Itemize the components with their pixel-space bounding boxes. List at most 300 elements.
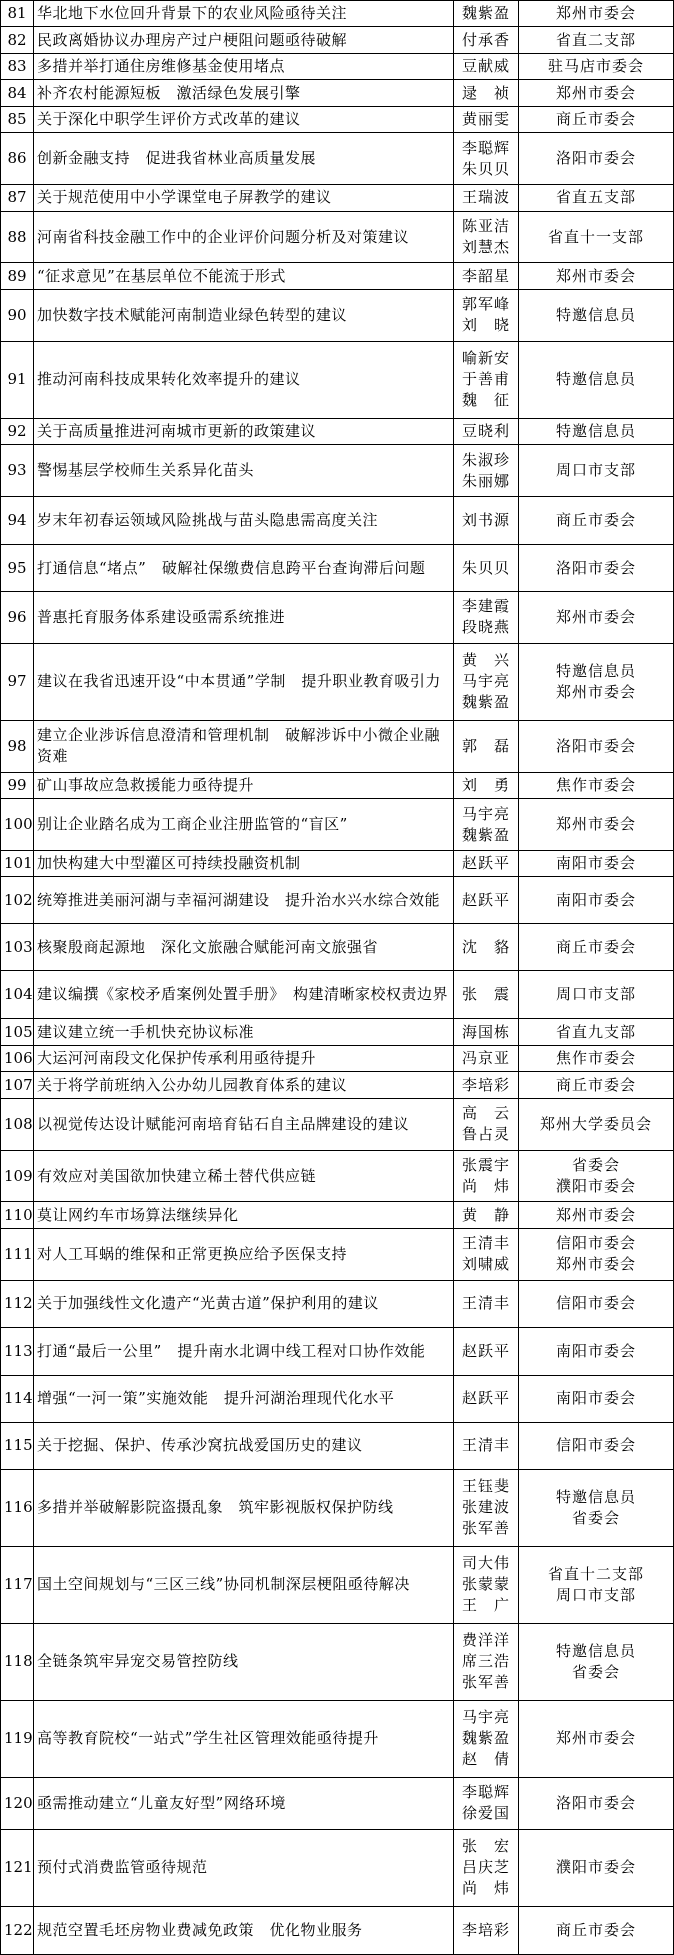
author-name: 赵 倩 [461,1750,510,1769]
unit-name: 洛阳市委会 [555,558,636,577]
item-authors [454,1098,519,1150]
author-name: 王钰斐 [461,1477,510,1496]
unit-name: 濮阳市委会 [555,1858,636,1877]
item-title: 规范空置毛坯房物业费减免政策 优化物业服务 [34,1906,454,1954]
unit-name: 周口市支部 [555,1585,636,1604]
item-title: 大运河河南段文化保护传承利用亟待提升 [34,1045,454,1071]
unit-name: 省直十二支部 [547,1564,644,1583]
item-unit [519,643,674,720]
item-authors [454,643,519,720]
row-number: 86 [1,133,34,185]
author-name: 王 广 [461,1596,510,1615]
item-authors [454,445,519,497]
item-title: 多措并举打通住房维修基金使用堵点 [34,53,454,79]
unit-name: 省委会 [571,1156,620,1175]
author-name: 魏 征 [461,391,510,410]
author-name: 黄丽雯 [461,110,510,129]
row-number: 90 [1,289,34,341]
item-title: 建议在我省迅速开设“中本贯通”学制 提升职业教育吸引力 [34,643,454,720]
author-name: 赵跃平 [461,1389,510,1408]
unit-name: 特邀信息员 [555,661,636,680]
item-authors [454,418,519,444]
unit-name: 特邀信息员 [555,370,636,389]
table-row [1,1906,674,1954]
table-row [1,1375,674,1422]
unit-name: 省直二支部 [555,30,636,49]
item-authors [454,1280,519,1327]
unit-name: 特邀信息员 [555,305,636,324]
author-name: 吕庆芝 [461,1858,510,1877]
item-title: 全链条筑牢异宠交易管控防线 [34,1623,454,1700]
author-name: 赵跃平 [461,890,510,909]
item-authors [454,263,519,289]
item-unit [519,341,674,418]
row-number: 119 [1,1700,34,1777]
row-number: 85 [1,106,34,132]
author-name: 豆献威 [461,57,510,76]
item-unit [519,1700,674,1777]
table-row [1,1,674,27]
unit-name: 周口市支部 [555,985,636,1004]
author-name: 席三浩 [461,1652,510,1671]
item-unit [519,1228,674,1280]
unit-name: 特邀信息员 [555,1487,636,1506]
item-unit [519,924,674,971]
unit-name: 焦作市委会 [555,1049,636,1068]
item-title: 预付式消费监管亟待规范 [34,1829,454,1906]
author-name: 张军善 [461,1673,510,1692]
item-authors [454,592,519,644]
table-row [1,133,674,185]
item-unit [519,592,674,644]
table-row [1,27,674,53]
author-name: 朱贝贝 [461,159,510,178]
unit-name: 商丘市委会 [555,1920,636,1939]
item-unit [519,1019,674,1045]
row-number: 99 [1,772,34,798]
item-title: 警惕基层学校师生关系异化苗头 [34,445,454,497]
item-title: 亟需推动建立“儿童友好型”网络环境 [34,1777,454,1829]
row-number: 117 [1,1546,34,1623]
author-name: 赵跃平 [461,1341,510,1360]
table-row [1,772,674,798]
row-number: 104 [1,971,34,1019]
item-title: 河南省科技金融工作中的企业评价问题分析及对策建议 [34,211,454,263]
item-title: 创新金融支持 促进我省林业高质量发展 [34,133,454,185]
row-number: 94 [1,496,34,544]
row-number: 92 [1,418,34,444]
author-name: 逯 祯 [461,83,510,102]
unit-name: 南阳市委会 [555,1389,636,1408]
author-name: 徐爱国 [461,1804,510,1823]
unit-name: 郑州市委会 [555,4,636,23]
item-unit [519,1072,674,1098]
item-authors [454,1019,519,1045]
unit-name: 特邀信息员 [555,421,636,440]
table-row [1,1019,674,1045]
table-row [1,53,674,79]
item-authors [454,185,519,211]
author-name: 段晓燕 [461,618,510,637]
table-row [1,289,674,341]
item-title: “征求意见”在基层单位不能流于形式 [34,263,454,289]
item-unit [519,1327,674,1375]
table-row [1,1623,674,1700]
unit-name: 濮阳市委会 [555,1177,636,1196]
table-row [1,1098,674,1150]
table-row [1,1150,674,1202]
item-title: 高等教育院校“一站式”学生社区管理效能亟待提升 [34,1700,454,1777]
row-number: 96 [1,592,34,644]
author-name: 李培彩 [461,1920,510,1939]
item-authors [454,1150,519,1202]
item-authors [454,799,519,851]
item-title: 关于规范使用中小学课堂电子屏教学的建议 [34,185,454,211]
unit-name: 郑州市委会 [555,607,636,626]
item-title: 加快数字技术赋能河南制造业绿色转型的建议 [34,289,454,341]
table-row [1,850,674,876]
author-name: 黄 静 [461,1205,510,1224]
author-name: 马宇亮 [461,1708,510,1727]
author-name: 黄 兴 [461,651,510,670]
item-authors [454,106,519,132]
unit-name: 郑州市委会 [555,682,636,701]
item-authors [454,1202,519,1228]
author-name: 张 震 [461,985,510,1004]
table-row [1,80,674,106]
table-row [1,1546,674,1623]
author-name: 朱淑珍 [461,450,510,469]
author-name: 刘慧杰 [461,238,510,257]
table-row [1,799,674,851]
item-title: 统筹推进美丽河湖与幸福河湖建设 提升治水兴水综合效能 [34,877,454,924]
item-authors [454,27,519,53]
table-row [1,496,674,544]
item-title: 关于加强线性文化遗产“光黄古道”保护利用的建议 [34,1280,454,1327]
author-name: 李聪辉 [461,138,510,157]
item-unit [519,263,674,289]
unit-name: 周口市支部 [555,461,636,480]
author-name: 李聪辉 [461,1783,510,1802]
item-title: 多措并举破解影院盗摄乱象 筑牢影视版权保护防线 [34,1469,454,1546]
item-authors [454,877,519,924]
unit-name: 郑州市委会 [555,83,636,102]
item-title: 增强“一河一策”实施效能 提升河湖治理现代化水平 [34,1375,454,1422]
item-unit [519,1623,674,1700]
author-name: 司大伟 [461,1554,510,1573]
unit-name: 南阳市委会 [555,854,636,873]
item-authors [454,133,519,185]
row-number: 108 [1,1098,34,1150]
author-name: 魏紫盈 [461,693,510,712]
unit-name: 郑州市委会 [555,815,636,834]
table-row [1,106,674,132]
item-authors [454,720,519,772]
item-authors [454,1072,519,1098]
author-name: 张建波 [461,1498,510,1517]
item-authors [454,1,519,27]
row-number: 107 [1,1072,34,1098]
row-number: 115 [1,1422,34,1469]
table-row [1,720,674,772]
row-number: 102 [1,877,34,924]
table-row [1,418,674,444]
item-authors [454,1623,519,1700]
unit-name: 信阳市委会 [555,1234,636,1253]
table-row [1,341,674,418]
author-name: 费洋洋 [461,1631,510,1650]
row-number: 113 [1,1327,34,1375]
table-row [1,1202,674,1228]
author-name: 豆晓利 [461,421,510,440]
item-authors [454,80,519,106]
item-title: 华北地下水位回升背景下的农业风险亟待关注 [34,1,454,27]
item-unit [519,877,674,924]
item-unit [519,418,674,444]
author-name: 刘啸威 [461,1255,510,1274]
row-number: 91 [1,341,34,418]
author-name: 冯京亚 [461,1049,510,1068]
author-name: 郭 磊 [461,736,510,755]
unit-name: 省直九支部 [555,1022,636,1041]
table-row [1,1228,674,1280]
item-title: 矿山事故应急救援能力亟待提升 [34,772,454,798]
item-authors [454,1045,519,1071]
author-name: 喻新安 [461,349,510,368]
unit-name: 商丘市委会 [555,110,636,129]
table-row [1,185,674,211]
unit-name: 商丘市委会 [555,1075,636,1094]
author-name: 尚 炜 [461,1879,510,1898]
item-authors [454,1906,519,1954]
unit-name: 省委会 [571,1508,620,1527]
table-row [1,263,674,289]
table-row [1,1327,674,1375]
row-number: 114 [1,1375,34,1422]
author-name: 魏紫盈 [461,825,510,844]
item-title: 岁末年初春运领域风险挑战与苗头隐患需高度关注 [34,496,454,544]
item-unit [519,211,674,263]
item-unit [519,1906,674,1954]
row-number: 101 [1,850,34,876]
table-row [1,924,674,971]
unit-name: 洛阳市委会 [555,149,636,168]
table-row [1,1829,674,1906]
author-name: 魏紫盈 [461,1729,510,1748]
row-number: 122 [1,1906,34,1954]
unit-name: 郑州市委会 [555,266,636,285]
item-title: 关于挖掘、保护、传承沙窝抗战爱国历史的建议 [34,1422,454,1469]
author-name: 李韶星 [461,266,510,285]
row-number: 93 [1,445,34,497]
item-title: 建议建立统一手机快充协议标准 [34,1019,454,1045]
item-unit [519,106,674,132]
row-number: 121 [1,1829,34,1906]
table-body [1,1,674,1955]
row-number: 84 [1,80,34,106]
item-title: 普惠托育服务体系建设亟需系统推进 [34,592,454,644]
item-unit [519,1829,674,1906]
item-unit [519,772,674,798]
item-unit [519,185,674,211]
row-number: 81 [1,1,34,27]
item-authors [454,850,519,876]
row-number: 97 [1,643,34,720]
row-number: 118 [1,1623,34,1700]
item-title: 建议编撰《家校矛盾案例处置手册》 构建清晰家校权责边界 [34,971,454,1019]
author-name: 郭军峰 [461,295,510,314]
item-authors [454,289,519,341]
unit-name: 特邀信息员 [555,1641,636,1660]
table-row [1,877,674,924]
item-unit [519,1469,674,1546]
row-number: 120 [1,1777,34,1829]
item-unit [519,1098,674,1150]
unit-name: 焦作市委会 [555,775,636,794]
item-unit [519,1202,674,1228]
item-authors [454,924,519,971]
row-number: 83 [1,53,34,79]
author-name: 张蒙蒙 [461,1575,510,1594]
author-name: 海国栋 [461,1022,510,1041]
unit-name: 省直五支部 [555,188,636,207]
author-name: 付承香 [461,30,510,49]
row-number: 87 [1,185,34,211]
row-number: 105 [1,1019,34,1045]
item-unit [519,1045,674,1071]
row-number: 98 [1,720,34,772]
table-row [1,1280,674,1327]
item-authors [454,1546,519,1623]
table-row [1,971,674,1019]
author-name: 李建霞 [461,597,510,616]
item-unit [519,27,674,53]
item-unit [519,445,674,497]
item-unit [519,53,674,79]
table-row [1,1777,674,1829]
item-unit [519,1375,674,1422]
item-title: 补齐农村能源短板 激活绿色发展引擎 [34,80,454,106]
unit-name: 洛阳市委会 [555,736,636,755]
row-number: 103 [1,924,34,971]
author-name: 张 宏 [461,1837,510,1856]
unit-name: 商丘市委会 [555,937,636,956]
row-number: 110 [1,1202,34,1228]
author-name: 刘 晓 [461,316,510,335]
unit-name: 南阳市委会 [555,890,636,909]
item-authors [454,341,519,418]
item-title: 加快构建大中型灌区可持续投融资机制 [34,850,454,876]
item-unit [519,850,674,876]
row-number: 112 [1,1280,34,1327]
unit-name: 信阳市委会 [555,1436,636,1455]
author-name: 王瑞波 [461,188,510,207]
item-title: 莫让网约车市场算法继续异化 [34,1202,454,1228]
item-title: 有效应对美国欲加快建立稀土替代供应链 [34,1150,454,1202]
unit-name: 洛阳市委会 [555,1793,636,1812]
item-authors [454,1375,519,1422]
table-row [1,445,674,497]
author-name: 沈 貉 [461,937,510,956]
item-unit [519,545,674,592]
author-name: 马宇亮 [461,804,510,823]
item-authors [454,971,519,1019]
table-row [1,1469,674,1546]
table-row [1,643,674,720]
author-name: 李培彩 [461,1075,510,1094]
unit-name: 郑州大学委员会 [539,1114,652,1133]
unit-name: 郑州市委会 [555,1729,636,1748]
item-authors [454,1422,519,1469]
row-number: 100 [1,799,34,851]
item-title: 国土空间规划与“三区三线”协同机制深层梗阻亟待解决 [34,1546,454,1623]
row-number: 95 [1,545,34,592]
unit-name: 信阳市委会 [555,1294,636,1313]
item-unit [519,1,674,27]
item-title: 推动河南科技成果转化效率提升的建议 [34,341,454,418]
author-name: 陈亚洁 [461,217,510,236]
author-name: 于善甫 [461,370,510,389]
item-title: 关于深化中职学生评价方式改革的建议 [34,106,454,132]
item-title: 关于高质量推进河南城市更新的政策建议 [34,418,454,444]
item-authors [454,496,519,544]
author-name: 朱丽娜 [461,471,510,490]
item-unit [519,80,674,106]
author-name: 张军善 [461,1519,510,1538]
item-title: 以视觉传达设计赋能河南培育钻石自主品牌建设的建议 [34,1098,454,1150]
unit-name: 商丘市委会 [555,511,636,530]
row-number: 109 [1,1150,34,1202]
unit-name: 南阳市委会 [555,1341,636,1360]
author-name: 王清丰 [461,1294,510,1313]
item-title: 关于将学前班纳入公办幼儿园教育体系的建议 [34,1072,454,1098]
item-title: 对人工耳蜗的维保和正常更换应给予医保支持 [34,1228,454,1280]
item-title: 别让企业踏名成为工商企业注册监管的“盲区” [34,799,454,851]
row-number: 89 [1,263,34,289]
table-row [1,1072,674,1098]
item-unit [519,1777,674,1829]
item-title: 建立企业涉诉信息澄清和管理机制 破解涉诉中小微企业融资难 [34,720,454,772]
author-name: 张震宇 [461,1156,510,1175]
item-unit [519,1280,674,1327]
author-name: 刘书源 [461,511,510,530]
item-authors [454,1700,519,1777]
author-name: 王清丰 [461,1234,510,1253]
author-name: 刘 勇 [461,775,510,794]
item-authors [454,1829,519,1906]
author-name: 赵跃平 [461,854,510,873]
item-title: 核聚殷商起源地 深化文旅融合赋能河南文旅强省 [34,924,454,971]
item-authors [454,1228,519,1280]
item-authors [454,545,519,592]
author-name: 魏紫盈 [461,4,510,23]
item-authors [454,53,519,79]
item-unit [519,1422,674,1469]
item-authors [454,772,519,798]
item-unit [519,133,674,185]
table-row [1,1700,674,1777]
table-row [1,545,674,592]
item-authors [454,1469,519,1546]
item-unit [519,1150,674,1202]
author-name: 王清丰 [461,1436,510,1455]
unit-name: 驻马店市委会 [547,57,644,76]
author-name: 朱贝贝 [461,558,510,577]
item-title: 打通信息“堵点” 破解社保缴费信息跨平台查询滞后问题 [34,545,454,592]
author-name: 高 云 [461,1104,510,1123]
row-number: 88 [1,211,34,263]
unit-name: 郑州市委会 [555,1255,636,1274]
